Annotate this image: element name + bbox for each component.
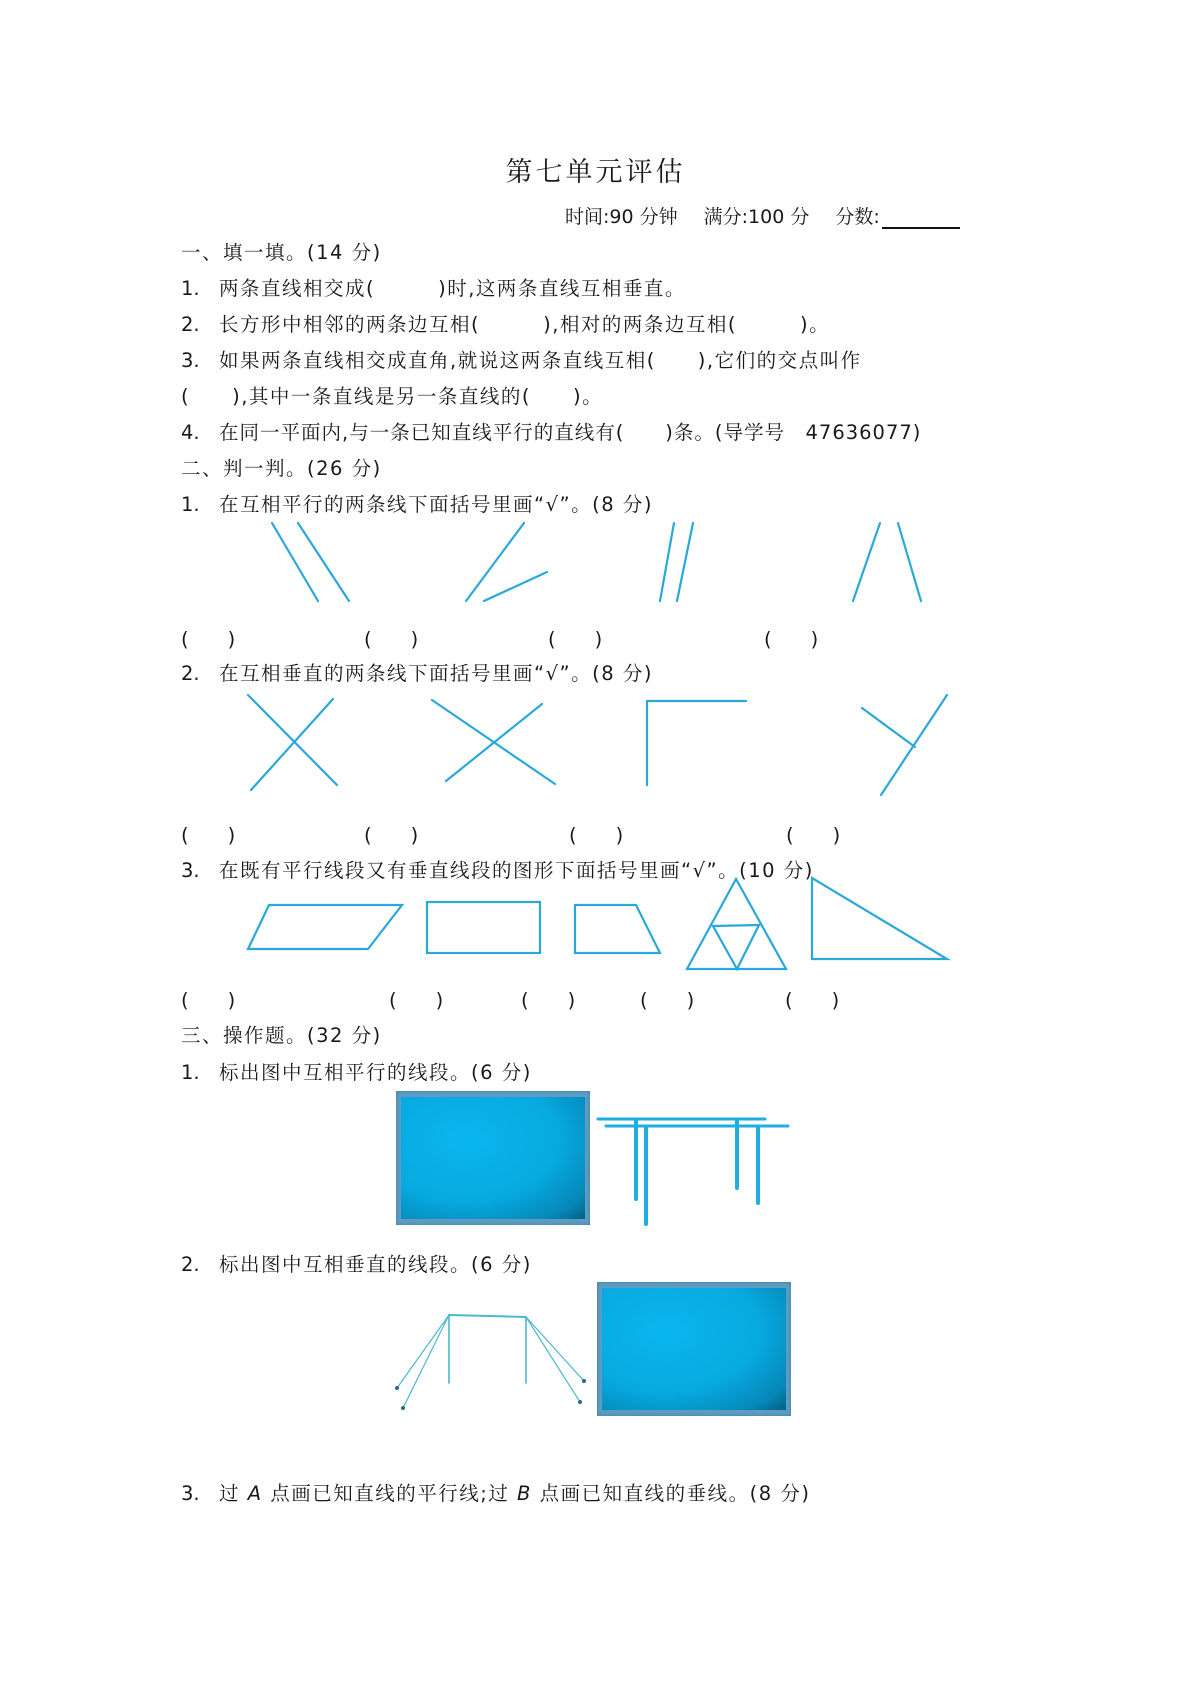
question-1-2: 2. 长方形中相邻的两条边互相( ),相对的两条边互相( )。 (181, 313, 831, 336)
question-3-2: 2. 标出图中互相垂直的线段。(6 分) (181, 1253, 532, 1276)
question-3-1: 1. 标出图中互相平行的线段。(6 分) (181, 1061, 532, 1084)
question-1-1: 1. 两条直线相交成( )时,这两条直线互相垂直。 (181, 277, 686, 300)
score-label: 分数: (835, 206, 880, 228)
answer-slot-2-2-d[interactable]: ( ) (786, 824, 841, 847)
answer-slot-2-1-c[interactable]: ( ) (548, 628, 603, 651)
question-1-4: 4. 在同一平面内,与一条已知直线平行的直线有( )条。(导学号 47636077) (181, 421, 922, 444)
answer-slot-2-1-b[interactable]: ( ) (364, 628, 419, 651)
answer-slot-2-2-a[interactable]: ( ) (181, 824, 236, 847)
swing-frame-image (390, 1305, 600, 1425)
answer-slot-2-2-c[interactable]: ( ) (569, 824, 624, 847)
blackboard-image-2 (597, 1282, 791, 1416)
point-a-label: A (247, 1482, 263, 1505)
parallel-bars-image (590, 1110, 800, 1235)
section-heading-judge: 二、判一判。(26 分) (181, 457, 382, 480)
answer-slot-2-3-d[interactable]: ( ) (640, 989, 695, 1012)
full-score: 满分:100 分 (703, 206, 810, 228)
question-1-3: 3. 如果两条直线相交成直角,就说这两条直线互相( ),它们的交点叫作 (181, 349, 862, 372)
section-heading-fill: 一、填一填。(14 分) (181, 241, 382, 264)
answer-slot-2-2-b[interactable]: ( ) (364, 824, 419, 847)
answer-slot-2-3-c[interactable]: ( ) (521, 989, 576, 1012)
blackboard-image (396, 1091, 590, 1225)
question-2-1: 1. 在互相平行的两条线下面括号里画“√”。(8 分) (181, 493, 653, 516)
point-b-label: B (517, 1482, 532, 1505)
answer-slot-2-1-d[interactable]: ( ) (764, 628, 819, 651)
time-limit: 时间:90 分钟 (565, 206, 678, 228)
answer-slot-2-3-a[interactable]: ( ) (181, 989, 236, 1012)
question-3-3: 3. 过 A 点画已知直线的平行线;过 B 点画已知直线的垂线。(8 分) (181, 1482, 811, 1505)
answer-slot-2-3-e[interactable]: ( ) (785, 989, 840, 1012)
question-2-2: 2. 在互相垂直的两条线下面括号里画“√”。(8 分) (181, 662, 653, 685)
question-2-3: 3. 在既有平行线段又有垂直线段的图形下面括号里画“√”。(10 分) (181, 859, 814, 882)
answer-slot-2-3-b[interactable]: ( ) (389, 989, 444, 1012)
question-1-3-cont: ( ),其中一条直线是另一条直线的( )。 (181, 385, 604, 408)
answer-slot-2-1-a[interactable]: ( ) (181, 628, 236, 651)
section-heading-operation: 三、操作题。(32 分) (181, 1024, 382, 1047)
page-title: 第七单元评估 (505, 157, 686, 188)
